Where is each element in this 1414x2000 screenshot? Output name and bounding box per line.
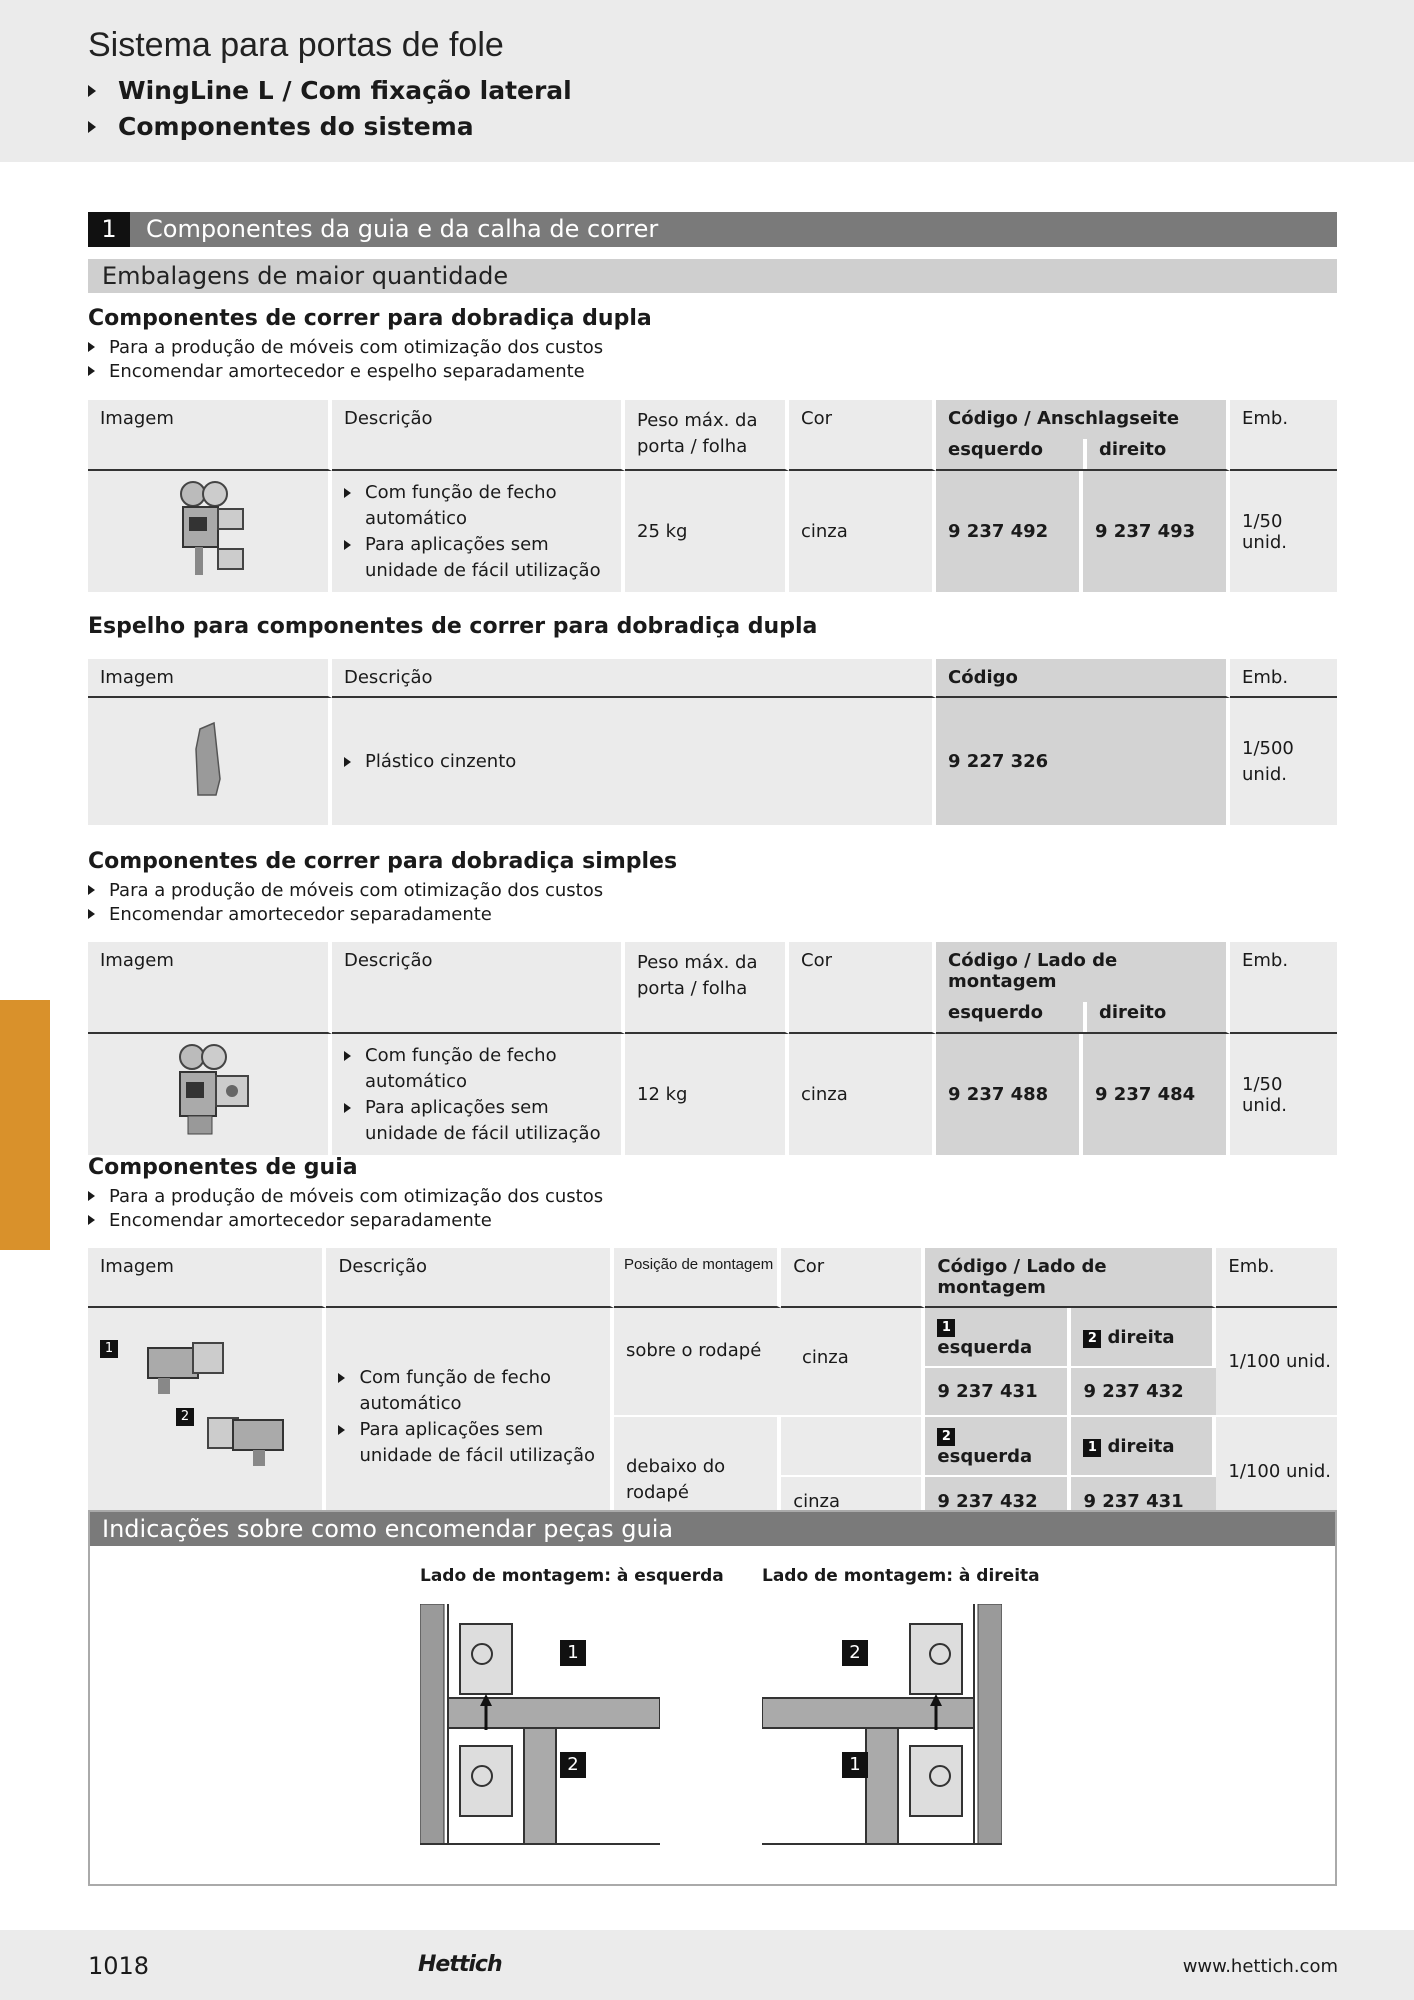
col-header-left: esquerdo (948, 1002, 1043, 1023)
label-text: esquerda (937, 1337, 1033, 1358)
label-number: 1 (937, 1319, 955, 1337)
col-header-image: Imagem (88, 1248, 326, 1308)
pack-cell: 1/50 unid. (1230, 1034, 1337, 1155)
pack-cell: 1/100 unid. (1216, 1308, 1337, 1417)
bullet-arrow-icon (344, 540, 351, 550)
col-header-code (936, 400, 1230, 471)
code-right-cell: 9 237 432 (1071, 1368, 1216, 1417)
col-header-right: direito (1083, 439, 1178, 469)
left-diagram-title: Lado de montagem: à esquerda (420, 1566, 724, 1586)
col-header-description: Descrição (332, 942, 625, 1034)
bullet-arrow-icon (88, 366, 95, 376)
table-single-hinge (88, 942, 1337, 1155)
bullet-arrow-icon (88, 885, 95, 895)
header-subtitle-1 (88, 76, 572, 105)
subtitle-2-text: Componentes do sistema (118, 112, 474, 141)
mirror-cover-icon (188, 719, 228, 799)
table-row (88, 471, 1337, 592)
description-text: Para aplicações sem unidade de fácil utilização (365, 533, 601, 581)
table-double-hinge (88, 400, 1337, 592)
label-left (925, 1417, 1071, 1477)
description-cell (332, 698, 936, 825)
description-text: Com função de fecho automático (365, 481, 557, 529)
group-title: Espelho para componentes de correr para dobradiça dupla (88, 614, 818, 639)
weight-cell: 12 kg (625, 1034, 789, 1155)
left-bottom-label: 2 (560, 1752, 586, 1778)
right-diagram-title: Lado de montagem: à direita (762, 1566, 1040, 1586)
description-text: Para aplicações sem unidade de fácil utilização (365, 1096, 601, 1144)
label-box-1: 1 (100, 1340, 118, 1358)
col-header-color: Cor (789, 400, 936, 471)
code-left-cell: 9 237 431 (925, 1368, 1071, 1417)
double-hinge-runner-icon (163, 479, 253, 579)
description-cell (326, 1308, 613, 1526)
header-subtitle-2 (88, 112, 474, 141)
bullet-arrow-icon (344, 757, 351, 767)
guide-left-icon (138, 1338, 228, 1398)
bullet-text: Para a produção de móveis com otimização dos custos (109, 336, 604, 358)
product-image (88, 1308, 326, 1526)
product-image (88, 471, 332, 592)
section-bar (88, 212, 1337, 247)
chapter-tab (0, 1000, 50, 1250)
col-header-weight: Peso máx. da porta / folha (625, 942, 789, 1034)
col-header-description: Descrição (332, 659, 936, 698)
col-header-code: Código / Lado de montagem (925, 1248, 1216, 1308)
description-cell (332, 1034, 625, 1155)
color-cell: cinza (789, 471, 936, 592)
page-footer (0, 1930, 1414, 2000)
single-hinge-runner-icon (158, 1042, 258, 1142)
label-text: direita (1107, 1435, 1175, 1457)
col-header-description: Descrição (332, 400, 625, 471)
ordering-section (88, 1510, 1337, 1886)
guide-right-icon (203, 1408, 293, 1468)
group-title: Componentes de correr para dobradiça dupla (88, 306, 652, 331)
code-cell: 9 227 326 (936, 698, 1230, 825)
description-text: Com função de fecho automático (365, 1044, 557, 1092)
label-right (1071, 1308, 1216, 1368)
table-mirror (88, 659, 1337, 825)
bullet-arrow-icon (88, 121, 96, 133)
code-left-cell: 9 237 492 (936, 471, 1083, 592)
bullet-arrow-icon (344, 488, 351, 498)
page-header (0, 0, 1414, 162)
color-cell: cinza (789, 1034, 936, 1155)
table-guide (88, 1248, 1337, 1526)
bullet (88, 878, 677, 902)
right-top-label: 2 (842, 1640, 868, 1666)
bullet (88, 902, 677, 926)
color-cell: cinza (802, 1347, 849, 1368)
label-left (925, 1308, 1071, 1368)
page-title: Sistema para portas de fole (88, 26, 504, 64)
col-header-image: Imagem (88, 659, 332, 698)
group-guide (88, 1155, 603, 1232)
col-header-pack: Emb. (1230, 942, 1337, 1034)
bullet-arrow-icon (88, 85, 96, 97)
color-cell: cinza (781, 1477, 925, 1526)
group-title: Componentes de guia (88, 1155, 358, 1180)
col-header-color: Cor (789, 942, 936, 1034)
label-right (1071, 1417, 1216, 1477)
group-title: Componentes de correr para dobradiça simples (88, 849, 678, 874)
bullet (88, 359, 652, 383)
bullet-arrow-icon (88, 342, 95, 352)
code-right-cell: 9 237 484 (1083, 1034, 1230, 1155)
right-mounting-diagram (762, 1604, 1002, 1864)
col-header-pack: Emb. (1230, 659, 1337, 698)
col-header-code (936, 942, 1230, 1034)
ordering-title: Indicações sobre como encomendar peças guia (102, 1515, 674, 1543)
col-header-position: Posição de montagem (614, 1248, 781, 1308)
table-row (88, 1308, 1337, 1368)
code-left-cell: 9 237 432 (925, 1477, 1071, 1526)
website-link[interactable]: www.hettich.com (1182, 1956, 1338, 1977)
description-text: Para aplicações sem unidade de fácil utilização (359, 1419, 596, 1466)
description-text: Plástico cinzento (365, 750, 517, 772)
label-number: 2 (1083, 1330, 1101, 1348)
table-row (88, 1034, 1337, 1155)
section-title: Componentes da guia e da calha de correr (146, 215, 659, 243)
label-text: esquerda (937, 1446, 1033, 1467)
bullet-arrow-icon (88, 1215, 95, 1225)
code-header-label: Código / Anschlagseite (948, 408, 1180, 429)
col-header-left: esquerdo (948, 439, 1043, 460)
label-text: direita (1107, 1326, 1175, 1348)
label-box-2: 2 (176, 1408, 194, 1426)
table-row (88, 698, 1337, 825)
pack-cell: 1/500 unid. (1230, 698, 1337, 825)
col-header-color: Cor (781, 1248, 925, 1308)
position-cell: sobre o rodapé (614, 1308, 925, 1417)
page-number: 1018 (88, 1952, 150, 1980)
group-single-hinge (88, 849, 677, 926)
description-text: Com função de fecho automático (359, 1367, 552, 1414)
product-image (88, 1034, 332, 1155)
bullet-arrow-icon (88, 1191, 95, 1201)
subtitle-1-text: WingLine L / Com fixação lateral (118, 76, 572, 105)
weight-cell: 25 kg (625, 471, 789, 592)
bullet-text: Para a produção de móveis com otimização dos custos (109, 1185, 604, 1207)
group-mirror (88, 614, 817, 643)
bullet-arrow-icon (338, 1425, 345, 1435)
col-header-right: direito (1083, 1002, 1178, 1032)
section-number: 1 (88, 212, 130, 247)
code-right-cell: 9 237 431 (1071, 1477, 1216, 1526)
col-header-pack: Emb. (1216, 1248, 1337, 1308)
description-cell (332, 471, 625, 592)
bullet-arrow-icon (344, 1051, 351, 1061)
bullet-text: Encomendar amortecedor e espelho separadamente (109, 360, 585, 382)
position-cell: debaixo do rodapé (614, 1417, 781, 1526)
bullet (88, 335, 652, 359)
pack-cell: 1/100 unid. (1216, 1417, 1337, 1526)
brand-logo: Hettich (418, 1952, 502, 1977)
bullet-text: Para a produção de móveis com otimização dos custos (109, 879, 604, 901)
col-header-pack: Emb. (1230, 400, 1337, 471)
bullet-arrow-icon (88, 909, 95, 919)
left-mounting-diagram (420, 1604, 660, 1864)
empty-cell (781, 1417, 925, 1477)
right-bottom-label: 1 (842, 1752, 868, 1778)
col-header-description: Descrição (326, 1248, 613, 1308)
left-top-label: 1 (560, 1640, 586, 1666)
col-header-image: Imagem (88, 942, 332, 1034)
subsection-title: Embalagens de maior quantidade (102, 262, 509, 290)
bullet-arrow-icon (338, 1373, 345, 1383)
bullet (88, 1184, 603, 1208)
label-number: 2 (937, 1428, 955, 1446)
col-header-weight: Peso máx. da porta / folha (625, 400, 789, 471)
pack-cell: 1/50 unid. (1230, 471, 1337, 592)
ordering-title-bar (90, 1512, 1335, 1546)
bullet-text: Encomendar amortecedor separadamente (109, 903, 492, 925)
code-header-label: Código / Lado de montagem (948, 950, 1118, 992)
bullet-text: Encomendar amortecedor separadamente (109, 1209, 492, 1231)
label-number: 1 (1083, 1439, 1101, 1457)
code-right-cell: 9 237 493 (1083, 471, 1230, 592)
code-left-cell: 9 237 488 (936, 1034, 1083, 1155)
bullet-arrow-icon (344, 1103, 351, 1113)
col-header-code: Código (936, 659, 1230, 698)
group-double-hinge (88, 306, 652, 383)
col-header-image: Imagem (88, 400, 332, 471)
product-image (88, 698, 332, 825)
bullet (88, 1208, 603, 1232)
subsection-bar (88, 259, 1337, 293)
